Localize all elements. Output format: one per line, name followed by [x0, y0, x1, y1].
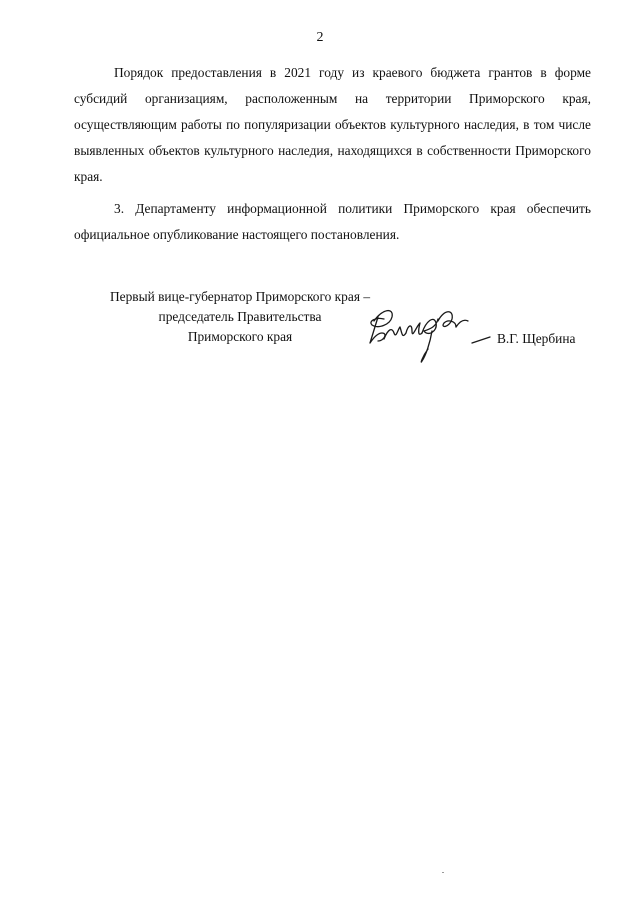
signatory-title-line-3: Приморского края	[187, 329, 293, 344]
page-number: 2	[316, 30, 324, 45]
scan-speck	[442, 872, 444, 873]
document-body	[74, 60, 591, 254]
signatory-title-line-1: Первый вице-губернатор Приморского края –	[109, 289, 371, 304]
signature-block	[0, 287, 640, 377]
paragraph-grant-procedure: Порядок предоставления в 2021 году из краевого бюджета грантов в форме субсидий организациям, расположенным на территории Приморского края, осуществляющим работы по популяризации объектов культурного наследия, в том числе выявленных объектов культурного наследия, находящихся в собственности Приморского края.	[74, 65, 591, 184]
paragraph-item-3: 3. Департаменту информационной политики Приморского края обеспечить официальное опубликование настоящего постановления.	[74, 201, 591, 242]
handwritten-signature	[364, 299, 494, 371]
signatory-title-line-2: председатель Правительства	[158, 309, 322, 324]
signatory-name: В.Г. Щербина	[497, 331, 576, 346]
